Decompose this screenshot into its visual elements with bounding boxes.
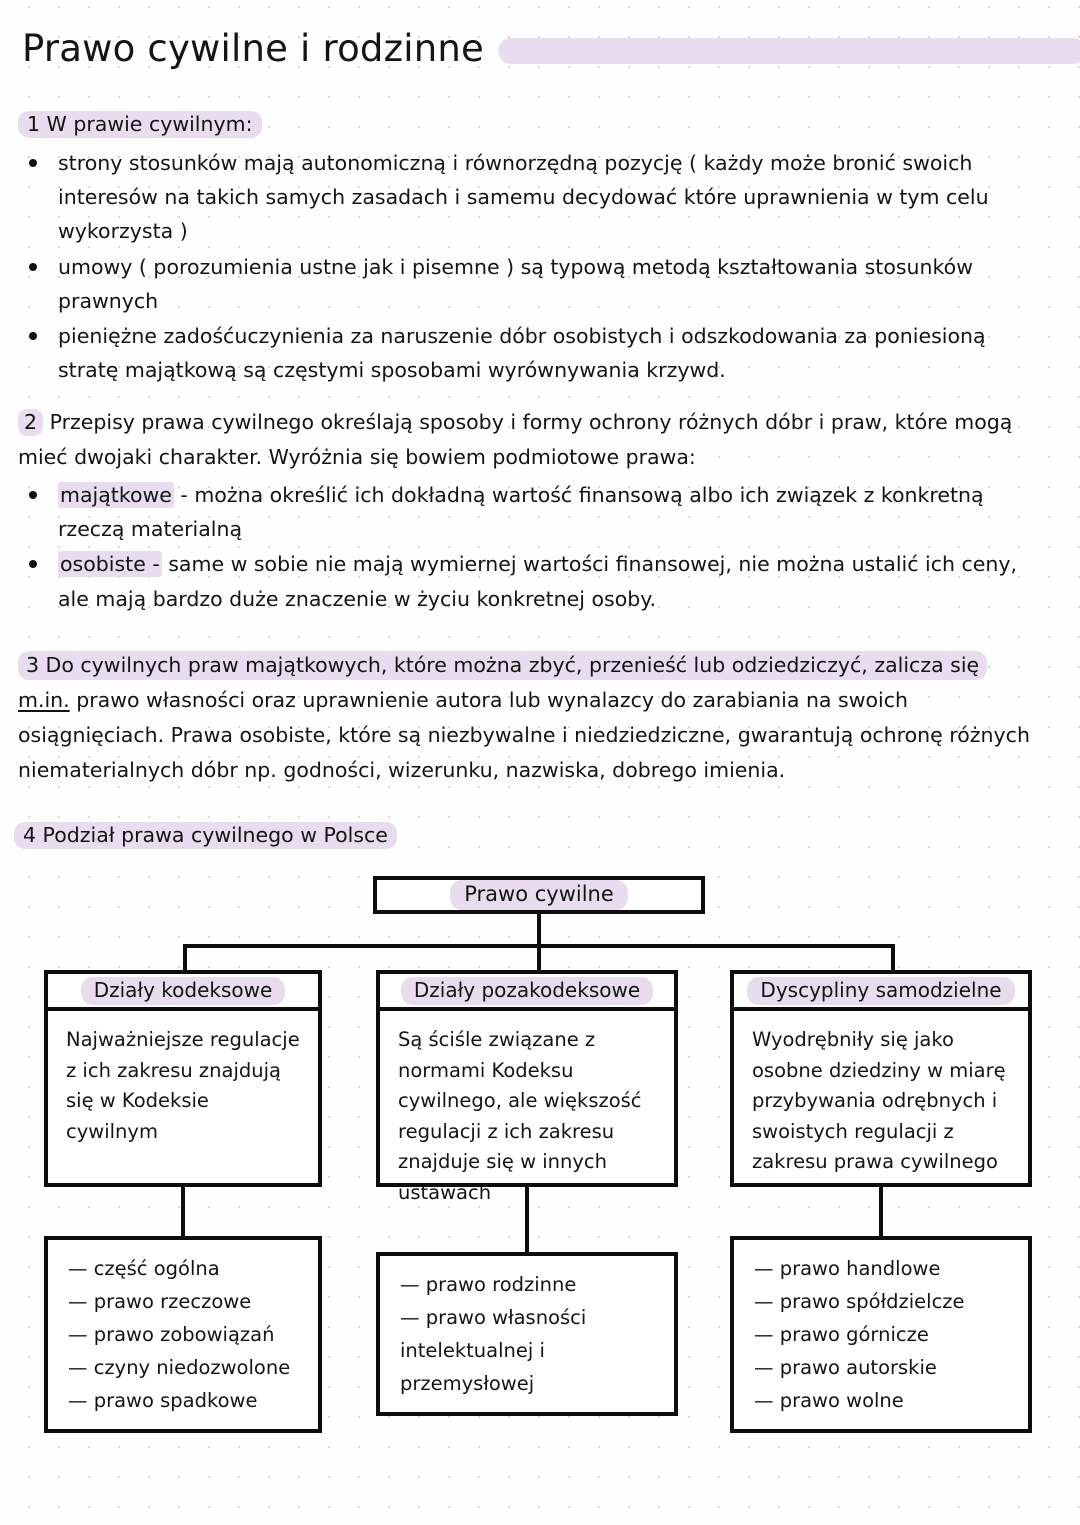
connector-branch-1-to-leaf [181,1187,185,1236]
connector-drop-right [891,944,895,972]
branch-3-description-text: Wyodrębniły się jako osobne dziedziny w miarę przybywania odrębnych i swoistych regulacji z zakresu prawa cywilnego [752,1028,1006,1173]
branch-2-description [376,1007,678,1204]
list-item: — prawo rodzinne [400,1273,577,1296]
list-item: — prawo zobowiązań [68,1323,275,1346]
list-item [18,146,1050,249]
section-3-highlighted-line [18,648,1053,683]
list-item: — czyny niedozwolone [68,1356,291,1379]
section-3-highlight-text: 3 Do cywilnych praw majątkowych, które można zbyć, przenieść lub odziedziczyć, zalicza się [18,651,987,680]
section-4-heading-label: 4 Podział prawa cywilnego w Polsce [14,822,397,849]
connector-root-stem [537,914,541,946]
list-item: — prawo spadkowe [68,1389,258,1412]
bullet-text: pieniężne zadośćuczynienia za naruszenie dóbr osobistych i odszkodowania za poniesioną stratę majątkową są częstymi sposobami wyrównywania krzywd. [58,324,986,383]
list-item [18,547,1053,615]
connector-branch-3-to-leaf [879,1187,883,1236]
diagram-branch-1 [44,970,322,1187]
section-1-heading [18,110,262,138]
leaf-list-3 [730,1236,1032,1433]
leaf-list-1 [44,1236,322,1433]
branch-1-header [44,970,322,1007]
diagram-root-label: Prawo cywilne [450,880,628,909]
list-item: przemysłowej [400,1372,535,1395]
list-item: — prawo autorskie [754,1356,937,1379]
branch-1-description [44,1007,322,1187]
list-item: — prawo spółdzielcze [754,1290,965,1313]
list-item: — prawo własności [400,1306,587,1329]
section-3-body [18,683,1053,788]
section-4-heading [14,820,397,850]
section-1-heading-label: 1 W prawie cywilnym: [18,111,262,138]
title-highlight-bar [498,38,1080,64]
page-title: Prawo cywilne i rodzinne [22,26,484,70]
section-2-number: 2 [18,409,43,436]
connector-drop-left [183,944,187,972]
diagram-branch-3 [730,970,1032,1187]
list-item [18,478,1053,546]
list-item: intelektualnej i [400,1339,545,1362]
branch-1-description-text: Najważniejsze regulacje z ich zakresu znajdują się w Kodeksie cywilnym [66,1028,300,1143]
section-1-bullets [18,146,1050,387]
bullet-text: strony stosunków mają autonomiczną i równorzędną pozycję ( każdy może bronić swoich interesów na takich samych zasadach i samemu decydować które uprawnienia w tym celu wykorzysta ) [58,151,989,244]
term-majatkowe: majątkowe [60,483,172,507]
section-2-intro [18,405,1053,474]
branch-3-description [730,1007,1032,1187]
list-item: — prawo rzeczowe [68,1290,252,1313]
list-item: — prawo wolne [754,1389,904,1412]
branch-2-header [376,970,678,1007]
term-osobiste: osobiste - [60,552,160,577]
connector-drop-middle [537,944,541,972]
branch-3-header-label: Dyscypliny samodzielne [747,977,1014,1005]
branch-3-header [730,970,1032,1007]
branch-2-description-text: Są ściśle związane z normami Kodeksu cywilnego, ale większość regulacji z ich zakresu znajduje się w innych ustawach [398,1028,642,1204]
list-item: — prawo górnicze [754,1323,929,1346]
section-1-list [18,146,1050,388]
section-3-rest-text: prawo własności oraz uprawnienie autora lub wynalazcy do zarabiania na swoich osiągnięciach. Prawa osobiste, które są niezbywalne i niedziedziczne, gwarantują ochronę różnych niematerialnych dóbr np. godności, wizerunku, nazwiska, dobrego imienia. [18,688,1030,782]
term-definition: same w sobie nie mają wymiernej wartości finansowej, nie można ustalić ich ceny, ale mają bardzo duże znaczenie w życiu konkretnej osoby. [58,552,1018,611]
bullet-text: umowy ( porozumienia ustne jak i pisemne ) są typową metodą kształtowania stosunków prawnych [58,254,973,313]
section-2 [18,405,1053,617]
leaf-list-2 [376,1252,678,1416]
civil-law-tree-diagram [0,860,1080,1420]
diagram-root-node [373,876,705,914]
section-2-bullets [18,478,1053,616]
connector-branch-2-to-leaf [525,1187,529,1252]
branch-2-header-label: Działy pozakodeksowe [401,977,653,1005]
term-definition: - można określić ich dokładną wartość finansową albo ich związek z konkretną rzeczą materialną [58,483,984,542]
list-item [18,319,1050,387]
list-item: — prawo handlowe [754,1257,941,1280]
page-title-row [22,22,1070,74]
list-item [18,250,1050,318]
section-3 [18,648,1053,788]
section-2-intro-text: Przepisy prawa cywilnego określają sposoby i formy ochrony różnych dóbr i praw, które mogą mieć dwojaki charakter. Wyróżnia się bowiem podmiotowe prawa: [18,410,1013,469]
abbrev-min: m.in. [18,688,70,712]
diagram-branch-2 [376,970,678,1204]
list-item: — część ogólna [68,1257,220,1280]
branch-1-header-label: Działy kodeksowe [81,977,286,1005]
